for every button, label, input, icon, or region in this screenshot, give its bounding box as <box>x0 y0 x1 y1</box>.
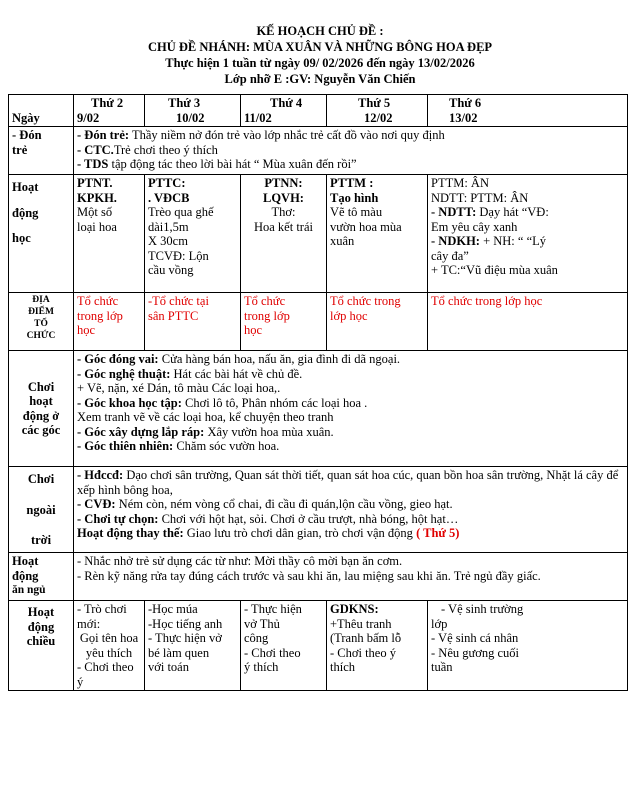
day-fri: Thứ 6 13/02 <box>428 95 628 127</box>
meal-nap-content: - Nhắc nhở trẻ sử dụng các từ như: Mời thầy cô mời bạn ăn cơm. - Rèn kỹ năng rửa tay đúng cách trước và sau khi ăn, lau miệng sau khi ăn. Trẻ ngủ đầy giấc. <box>74 553 628 601</box>
welcome-content: - Đón trẻ: Thầy niềm nở đón trẻ vào lớp nhắc trẻ cất đồ vào nơi quy định - CTC.Trẻ chơi theo ý thích - TDS tập động tác theo lời bài hát “ Mùa xuân đến rồi” <box>74 127 628 175</box>
location-label: ĐỊA ĐIỂM TỔ CHỨC <box>9 293 74 351</box>
afternoon-thu: GDKNS: +Thêu tranh (Tranh bấm lỗ - Chơi theo ý thích <box>327 601 428 691</box>
afternoon-wed: - Thực hiện vở Thủ công - Chơi theo ý thích <box>241 601 327 691</box>
corners-row <box>9 351 628 467</box>
plan-title: KẾ HOẠCH CHỦ ĐỀ : <box>256 24 384 38</box>
weekly-plan-table <box>8 94 628 691</box>
corners-label: Chơi hoạt động ở các góc <box>9 351 74 467</box>
outdoor-content: - Hđccđ: Dạo chơi sân trường, Quan sát thời tiết, quan sát hoa cúc, quan bồn hoa sân trường, Nhặt lá cây để xếp hình bông hoa, - CVĐ: Ném còn, ném vòng cổ chai, đi cầu đi quán,lộn cầu vồng, gieo hạt. - Chơi tự chọn: Chơi với hột hạt, sỏi. Chơi ở cầu trượt, nhà bóng, hột hạt… Hoạt động thay thế: Giao lưu trò chơi dân gian, trò chơi vận động ( Thứ 5) <box>74 467 628 553</box>
outdoor-row <box>9 467 628 553</box>
afternoon-row <box>9 601 628 691</box>
learning-label: Hoạt động học <box>9 175 74 293</box>
learning-fri: PTTM: ÂN NDTT: PTTM: ÂN - NDTT: Dạy hát “VĐ: Em yêu cây xanh - NDKH: + NH: “ “Lý cây đa” + TC:“Vũ điệu mùa xuân <box>428 175 628 293</box>
location-fri: Tổ chức trong lớp học <box>428 293 628 351</box>
afternoon-mon: - Trò chơi mới: Gọi tên hoa yêu thích - Chơi theo ý <box>74 601 145 691</box>
day-wed: Thứ 4 11/02 <box>241 95 327 127</box>
location-tue: -Tổ chức tại sân PTTC <box>145 293 241 351</box>
outdoor-label: Chơi ngoài trời <box>9 467 74 553</box>
welcome-row <box>9 127 628 175</box>
learning-thu: PTTM : Tạo hình Vẽ tô màu vườn hoa mùa xuân <box>327 175 428 293</box>
day-thu: Thứ 5 12/02 <box>327 95 428 127</box>
afternoon-fri: - Vệ sinh trường lớp - Vệ sinh cá nhân - Nêu gương cuối tuần <box>428 601 628 691</box>
class-teacher: Lớp nhỡ E :GV: Nguyễn Văn Chiến <box>224 72 416 86</box>
day-tue: Thứ 3 10/02 <box>145 95 241 127</box>
location-thu: Tổ chức trong lớp học <box>327 293 428 351</box>
day-header-row <box>9 95 628 127</box>
corners-content: - Góc đóng vai: Cửa hàng bán hoa, nấu ăn, gia đình đi dã ngoại. - Góc nghệ thuật: Hát các bài hát về chủ đề. + Vẽ, nặn, xé Dán, tô màu Các loại hoa,. - Góc khoa học tập: Chơi lô tô, Phân nhóm các loại hoa . Xem tranh vẽ về các loại hoa, kể chuyện theo tranh - Góc xây dựng lắp ráp: Xây vườn hoa mùa xuân. - Góc thiên nhiên: Chăm sóc vườn hoa. <box>74 351 628 467</box>
location-row <box>9 293 628 351</box>
date-range: Thực hiện 1 tuần từ ngày 09/ 02/2026 đến ngày 13/02/2026 <box>165 56 475 70</box>
afternoon-tue: -Học múa -Học tiếng anh - Thực hiện vở bé làm quen với toán <box>145 601 241 691</box>
day-label: Ngày <box>9 95 74 127</box>
learning-wed: PTNN: LQVH: Thơ: Hoa kết trái <box>241 175 327 293</box>
branch-theme: CHỦ ĐỀ NHÁNH: MÙA XUÂN VÀ NHỮNG BÔNG HOA ĐẸP <box>147 40 493 54</box>
location-wed: Tổ chức trong lớp học <box>241 293 327 351</box>
learning-row <box>9 175 628 293</box>
learning-mon: PTNT. KPKH. Một số loại hoa <box>74 175 145 293</box>
location-mon: Tổ chức trong lớp học <box>74 293 145 351</box>
afternoon-label: Hoạt động chiều <box>9 601 74 691</box>
day-mon: Thứ 2 9/02 <box>74 95 145 127</box>
meal-nap-label: Hoạt động ăn ngủ <box>9 553 74 601</box>
meal-nap-row <box>9 553 628 601</box>
welcome-label: - Đón trẻ <box>9 127 74 175</box>
learning-tue: PTTC: . VĐCB Trèo qua ghế dài1,5m X 30cm TCVĐ: Lộn cầu vồng <box>145 175 241 293</box>
